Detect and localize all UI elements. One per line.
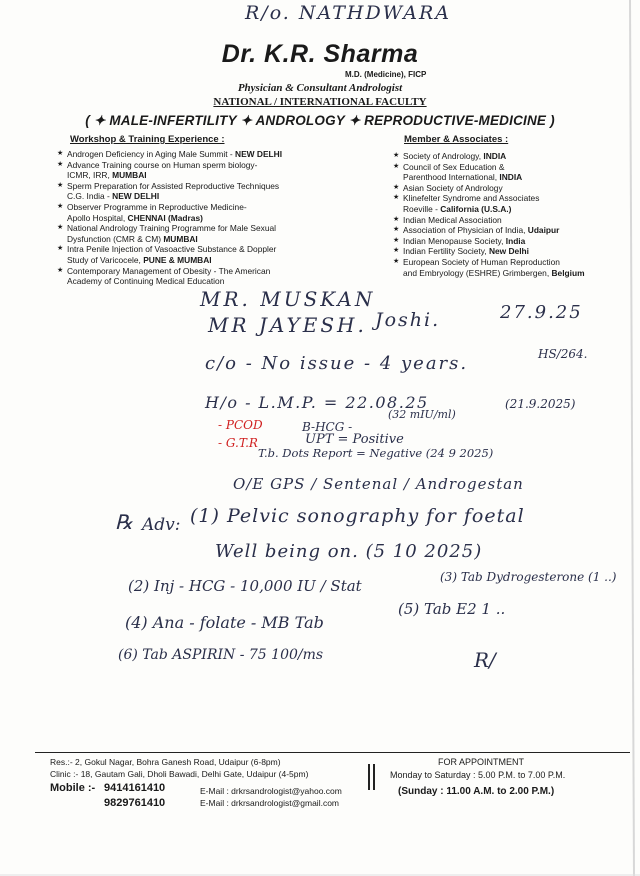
member-item-text: Association of Physician of India, (403, 225, 528, 236)
workshop-item (57, 181, 347, 202)
member-item (393, 151, 623, 162)
history-date: (21.9.2025) (505, 397, 576, 411)
member-item-location: INDIA (499, 172, 523, 183)
workshop-item (57, 223, 347, 244)
workshop-item-text: Contemporary Management of Obesity - The American (67, 265, 271, 276)
history-pcod: - PCOD (218, 418, 263, 432)
specialties-banner: ( ✦ MALE-INFERTILITY ✦ ANDROLOGY ✦ REPRODUCTIVE-MEDICINE ) (85, 113, 555, 128)
rx-item-1-detail: Well being on. (5 10 2025) (215, 541, 483, 562)
rx-item-3: (3) Tab Dydrogesterone (1 ..) (440, 570, 617, 584)
signature: R/ (474, 648, 496, 672)
address-res: Res.:- 2, Gokul Nagar, Bohra Ganesh Road, Udaipur (6-8pm) (50, 757, 281, 767)
rx-symbol: ℞ (115, 510, 133, 534)
members-title: Member & Associates : (404, 134, 509, 145)
member-item-location: INDIA (483, 151, 507, 161)
rx-item-4: (4) Ana - folate - MB Tab (125, 613, 324, 632)
patient-name-1: MR. MUSKAN (200, 287, 376, 311)
workshop-title: Workshop & Training Experience : (70, 134, 225, 145)
email-1: E-Mail : drkrsandrologist@yahoo.com (200, 786, 342, 796)
appointment-title: FOR APPOINTMENT (438, 757, 525, 767)
member-item-text-line2: Roeville - (403, 203, 441, 214)
history-lmp: H/o - L.M.P. = 22.08.25 (205, 393, 429, 412)
member-item (393, 183, 623, 194)
workshop-item-text: National Andrology Training Programme for Male Sexual (67, 223, 277, 234)
workshop-item-text: Intra Penile Injection of Vasoactive Substance & Doppler (67, 244, 277, 255)
workshop-item-location: MUMBAI (112, 170, 147, 181)
member-item-location: Belgium (551, 267, 585, 278)
reference-number: HS/264. (538, 347, 588, 361)
mobile-2: 9829761410 (104, 797, 166, 809)
member-item (393, 215, 623, 226)
member-item (393, 162, 623, 183)
bhcg-label: B-HCG - (302, 420, 353, 434)
report-line: T.b. Dots Report = Negative (24 9 2025) (258, 446, 494, 460)
member-item (393, 257, 623, 278)
workshop-item-location: MUMBAI (163, 233, 198, 244)
email-2: E-Mail : drkrsandrologist@gmail.com (200, 798, 340, 808)
footer-divider (35, 752, 630, 753)
member-item (393, 236, 623, 247)
upt-result: UPT = Positive (305, 432, 404, 447)
rx-item-2: (2) Inj - HCG - 10,000 IU / Stat (128, 577, 362, 595)
handwritten-origin: R/o. NATHDWARA (245, 2, 452, 24)
workshop-item-text-line2: ICMR, IRR, (67, 170, 113, 181)
rx-item-5: (5) Tab E2 1 .. (398, 600, 506, 618)
address-clinic: Clinic :- 18, Gautam Gali, Dholi Bawadi, Delhi Gate, Udaipur (4-5pm) (50, 769, 309, 779)
workshop-item-text-line2: Dysfunction (CMR & CM) (67, 233, 164, 244)
workshop-item (57, 266, 347, 287)
workshop-item-location: NEW DELHI (112, 191, 160, 202)
member-item-text-line2: Parenthood International, (403, 172, 500, 183)
complaint: c/o - No issue - 4 years. (205, 353, 469, 374)
workshop-item (57, 149, 347, 160)
member-item-text: Indian Fertility Society, (403, 246, 489, 257)
member-item (393, 225, 623, 236)
workshop-item-text: Sperm Preparation for Assisted Reproductive Techniques (67, 180, 280, 191)
member-item-location: India (505, 235, 526, 246)
examination: O/E GPS / Sentenal / Androgestan (233, 475, 524, 493)
footer-separator-2 (373, 764, 375, 790)
mobile-label: Mobile :- (50, 782, 96, 794)
workshop-item-text-line2: C.G. India - (67, 191, 113, 202)
doctor-name: Dr. K.R. Sharma (221, 40, 419, 68)
rx-item-6: (6) Tab ASPIRIN - 75 100/ms (118, 647, 324, 663)
workshop-item-location: CHENNAI (Madras) (127, 212, 203, 223)
workshop-item-text-line2: Academy of Continuing Medical Education (67, 276, 225, 287)
member-item-text: Klinefelter Syndrome and Associates (403, 193, 540, 204)
mobile-1: 9414161410 (104, 782, 166, 794)
member-item-location: New Delhi (488, 246, 529, 257)
appointment-sunday: (Sunday : 11.00 A.M. to 2.00 P.M.) (398, 786, 555, 797)
workshop-list (57, 149, 347, 287)
member-item-text: European Society of Human Reproduction (403, 256, 560, 267)
members-list (393, 151, 623, 278)
workshop-item (57, 202, 347, 223)
workshop-item-text: Observer Programme in Reproductive Medicine- (67, 201, 247, 212)
member-item-text-line2: and Embryology (ESHRE) Grimbergen, (403, 267, 552, 278)
workshop-item-text: Advance Training course on Human sperm biology- (67, 159, 258, 170)
doctor-title: Physician & Consultant Andrologist (237, 82, 403, 94)
member-item-text: Society of Andrology, (403, 151, 484, 161)
workshop-item-text-line2: Study of Varicocele, (67, 254, 144, 265)
rx-title: Adv: (142, 515, 181, 535)
workshop-item-location: PUNE & MUMBAI (143, 254, 212, 265)
faculty-heading: NATIONAL / INTERNATIONAL FACULTY (213, 96, 427, 108)
workshop-item-text-line2: Apollo Hospital, (67, 212, 128, 223)
member-item (393, 246, 623, 257)
workshop-item (57, 160, 347, 181)
member-item-text: Indian Menopause Society, (403, 235, 506, 246)
doctor-qualification: M.D. (Medicine), FICP (345, 70, 427, 79)
member-item-text: Asian Society of Andrology (403, 182, 503, 193)
member-item (393, 193, 623, 214)
workshop-item-location: NEW DELHI (235, 149, 283, 159)
visit-date: 27.9.25 (500, 302, 583, 323)
member-item-location: California (U.S.A.) (440, 203, 512, 214)
history-gtr: - G.T.R (218, 436, 258, 450)
member-item-location: Udaipur (527, 225, 560, 236)
workshop-item-text: Androgen Deficiency in Aging Male Summit - (67, 149, 236, 159)
rx-item-1: (1) Pelvic sonography for foetal (190, 505, 525, 527)
bhcg-value: (32 mIU/ml) (388, 408, 456, 421)
workshop-item (57, 244, 347, 265)
member-item-text: Council of Sex Education & (403, 161, 505, 172)
appointment-hours: Monday to Saturday : 5.00 P.M. to 7.00 P.M. (390, 770, 566, 780)
member-item-text: Indian Medical Association (403, 214, 502, 225)
patient-surname: Joshi. (375, 309, 441, 331)
patient-name-2: MR JAYESH. (208, 313, 367, 337)
footer-separator-1 (368, 764, 370, 790)
